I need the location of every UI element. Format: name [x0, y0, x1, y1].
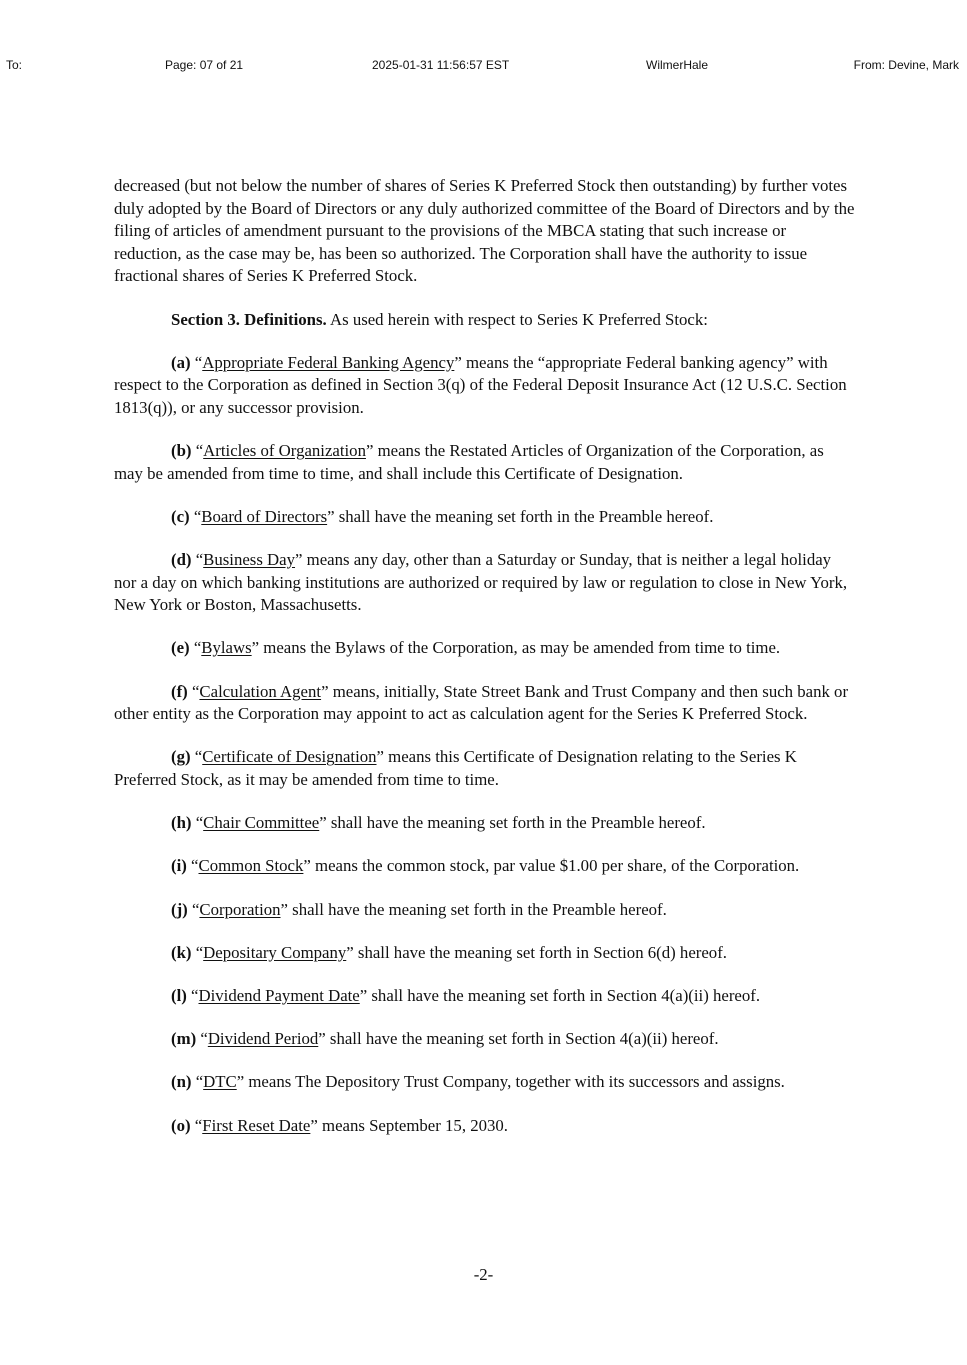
fax-to: To:: [6, 58, 23, 72]
definition-text: ” means the common stock, par value $1.00 per share, of the Corporation.: [303, 856, 800, 876]
definition-item: [114, 440, 856, 485]
definition-item: [114, 352, 856, 420]
definition-text: ” means The Depository Trust Company, together with its successors and assigns.: [236, 1072, 785, 1092]
definition-label: (k): [171, 942, 192, 962]
open-quote: “: [194, 747, 203, 767]
defined-term: Corporation: [199, 899, 281, 919]
fax-header: [0, 58, 967, 74]
definition-label: (l): [171, 985, 187, 1005]
open-quote: “: [193, 638, 202, 658]
section-3-paragraph: [114, 309, 856, 332]
defined-term: Calculation Agent: [199, 681, 322, 701]
definition-item: [114, 855, 856, 878]
definition-item: [114, 899, 856, 922]
definition-item: [114, 681, 856, 726]
defined-term: Common Stock: [198, 856, 304, 876]
defined-term: Chair Committee: [203, 813, 320, 833]
open-quote: “: [191, 856, 199, 876]
definition-label: (o): [171, 1115, 191, 1135]
defined-term: Appropriate Federal Banking Agency: [202, 352, 455, 372]
defined-term: Dividend Period: [207, 1029, 319, 1049]
definition-label: (c): [171, 506, 190, 526]
definition-label: (j): [171, 899, 188, 919]
definition-item: [114, 1115, 856, 1138]
definition-label: (m): [171, 1029, 197, 1049]
definition-label: (d): [171, 550, 192, 570]
open-quote: “: [195, 942, 204, 962]
defined-term: Depositary Company: [203, 942, 347, 962]
definitions-list: [114, 352, 856, 1137]
definition-text: ” means the “appropriate Federal banking agency” with respect to the Corporation as defined in Section 3(q) of the Federal Deposit Insurance Act (12 U.S.C. Section 1813(q)), or any successor provision.: [114, 352, 847, 417]
definition-label: (i): [171, 856, 187, 876]
definition-item: [114, 985, 856, 1008]
definition-label: (h): [171, 813, 192, 833]
definition-label: (n): [171, 1072, 192, 1092]
definition-item: [114, 812, 856, 835]
definition-label: (f): [171, 681, 188, 701]
section-lead: As used herein with respect to Series K Preferred Stock:: [326, 309, 708, 329]
definition-text: ” means the Bylaws of the Corporation, as may be amended from time to time.: [251, 638, 781, 658]
definition-item: [114, 1028, 856, 1051]
definition-text: ” shall have the meaning set forth in Section 4(a)(ii) hereof.: [318, 1029, 719, 1049]
definition-text: ” means this Certificate of Designation relating to the Series K Preferred Stock, as it may be amended from time to time.: [114, 747, 797, 790]
open-quote: “: [195, 1072, 204, 1092]
defined-term: Business Day: [203, 550, 296, 570]
document-body: [114, 175, 856, 1158]
definition-label: (e): [171, 638, 190, 658]
defined-term: Articles of Organization: [203, 441, 366, 461]
definition-label: (a): [171, 352, 191, 372]
open-quote: “: [193, 506, 202, 526]
open-quote: “: [194, 1115, 203, 1135]
definition-item: [114, 746, 856, 791]
defined-term: First Reset Date: [202, 1115, 311, 1135]
open-quote: “: [191, 681, 200, 701]
definition-text: ” shall have the meaning set forth in the Preamble hereof.: [319, 813, 706, 833]
definition-text: ” means the Restated Articles of Organization of the Corporation, as may be amended from time to time, and shall include this Certificate of Designation.: [114, 441, 824, 483]
definition-label: (b): [171, 441, 192, 461]
definition-text: ” means September 15, 2030.: [310, 1115, 508, 1135]
fax-timestamp: 2025-01-31 11:56:57 EST: [372, 58, 510, 72]
open-quote: “: [195, 550, 204, 570]
definition-item: [114, 942, 856, 965]
defined-term: Board of Directors: [201, 506, 328, 526]
definition-label: (g): [171, 747, 191, 767]
open-quote: “: [191, 899, 200, 919]
open-quote: “: [195, 441, 204, 461]
open-quote: “: [195, 813, 204, 833]
fax-from: From: Devine, Mark: [853, 58, 959, 72]
fax-firm: WilmerHale: [646, 58, 709, 72]
definition-item: [114, 506, 856, 529]
defined-term: Certificate of Designation: [202, 747, 377, 767]
intro-paragraph: decreased (but not below the number of shares of Series K Preferred Stock then outstanding) by further votes duly adopted by the Board of Directors or any duly authorized committee of the Board of Directors and by the filing of articles of amendment pursuant to the provisions of the MBCA stating that such increase or reduction, as the case may be, has been so authorized. The Corporation shall have the authority to issue fractional shares of Series K Preferred Stock.: [114, 176, 855, 286]
definition-text: ” shall have the meaning set forth in Section 6(d) hereof.: [346, 942, 727, 962]
open-quote: “: [194, 352, 203, 372]
defined-term: DTC: [203, 1072, 237, 1092]
definition-text: ” shall have the meaning set forth in the Preamble hereof.: [327, 506, 714, 526]
definition-item: [114, 1071, 856, 1094]
definition-item: [114, 549, 856, 617]
definition-item: [114, 637, 856, 660]
definition-text: ” means, initially, State Street Bank and Trust Company and then such bank or other entity as the Corporation may appoint to act as calculation agent for the Series K Preferred Stock.: [114, 681, 849, 724]
open-quote: “: [191, 985, 199, 1005]
open-quote: “: [200, 1029, 208, 1049]
definition-text: ” shall have the meaning set forth in Section 4(a)(ii) hereof.: [359, 985, 761, 1005]
defined-term: Dividend Payment Date: [198, 985, 360, 1005]
fax-page-count: Page: 07 of 21: [165, 58, 244, 72]
defined-term: Bylaws: [201, 638, 252, 658]
section-heading: Section 3. Definitions.: [171, 309, 327, 329]
definition-text: ” means any day, other than a Saturday or Sunday, that is neither a legal holiday nor a day on which banking institutions are authorized or required by law or regulation to close in New York, New York or Boston, Massachusetts.: [114, 550, 848, 615]
page-number: -2-: [473, 1265, 494, 1284]
definition-text: ” shall have the meaning set forth in the Preamble hereof.: [280, 899, 667, 919]
